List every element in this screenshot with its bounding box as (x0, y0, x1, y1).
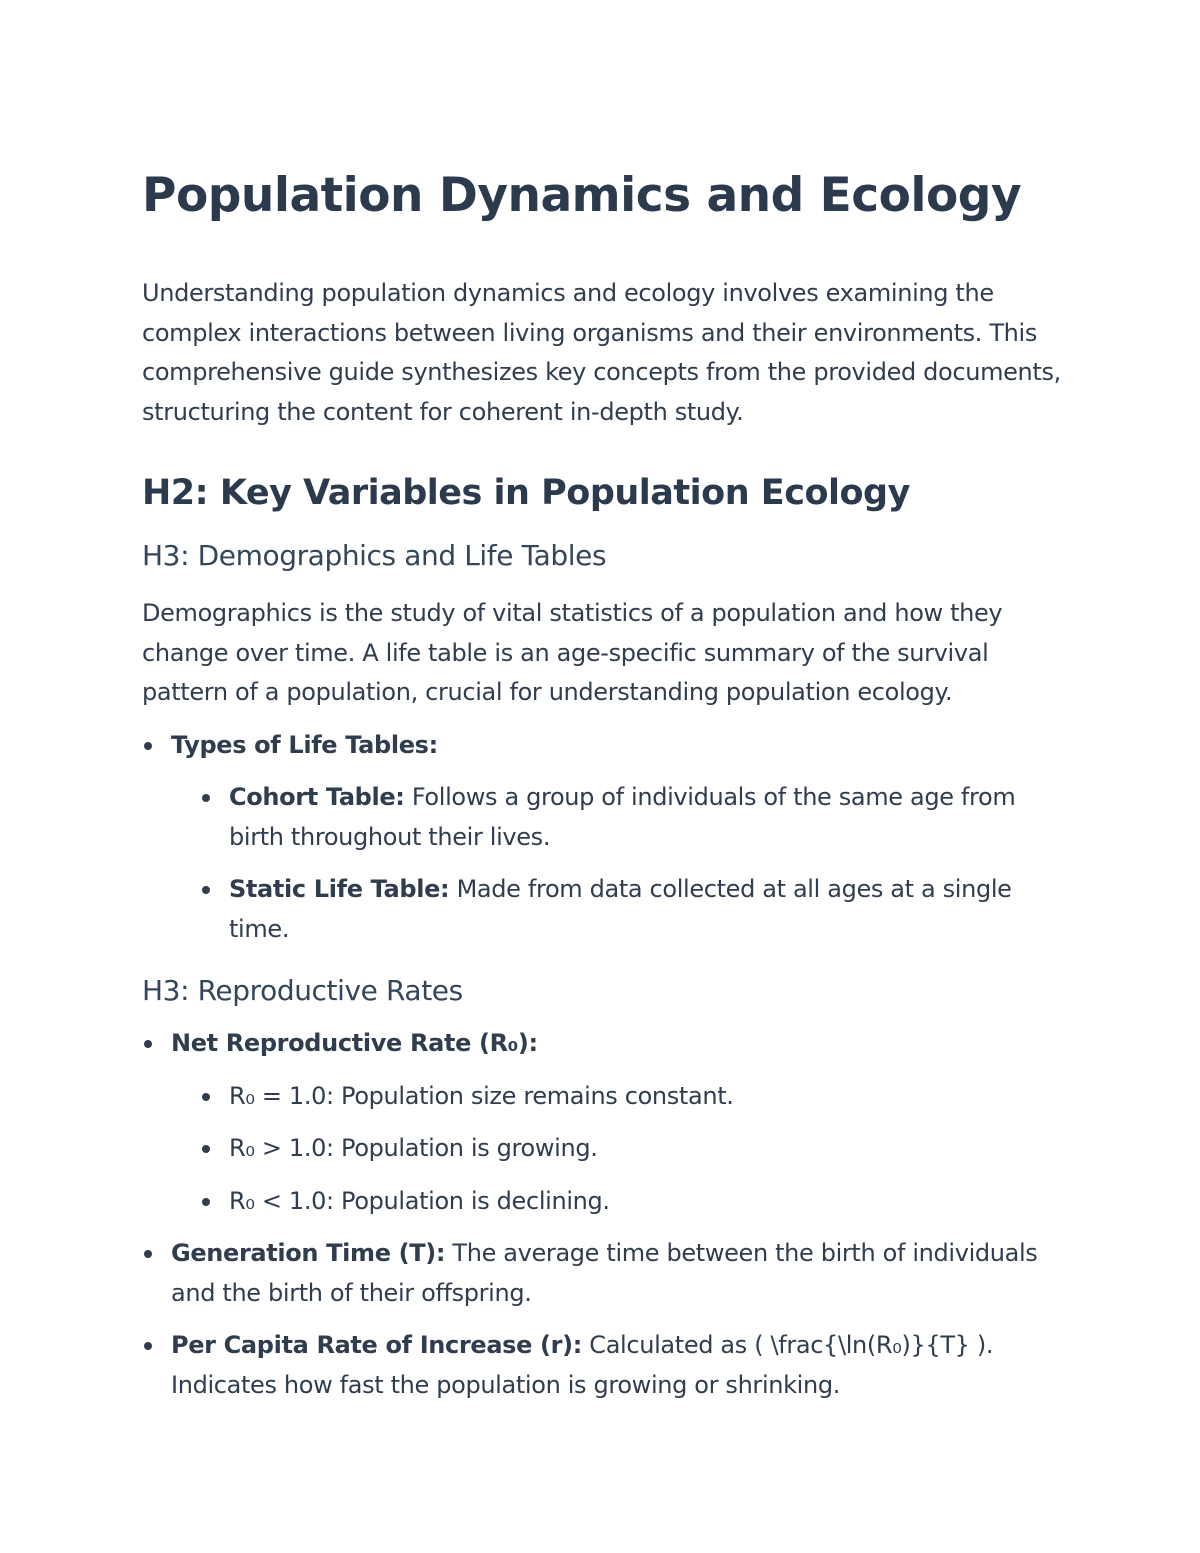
list-item-text: Calculated as ( \frac{\ln(R₀)}{T} ). Indicates how fast the population is growing or shrinking. (171, 1331, 994, 1399)
list-item-r0-greater (200, 1129, 1062, 1169)
subheading-reproductive-rates: H3: Reproductive Rates (142, 974, 463, 1007)
list-item-term: Cohort Table: (229, 783, 405, 811)
list-item-term: Generation Time (T): (171, 1239, 446, 1267)
subheading-demographics: H3: Demographics and Life Tables (142, 539, 607, 572)
life-tables-sublist (200, 778, 1062, 949)
intro-paragraph: Understanding population dynamics and ecology involves examining the complex interactions between living organisms and their environments. This comprehensive guide synthesizes key concepts from the provided documents, structuring the content for coherent in-depth study. (142, 279, 1061, 426)
bullet-icon (202, 794, 210, 802)
bullet-icon (202, 1145, 210, 1153)
demographics-paragraph: Demographics is the study of vital statistics of a population and how they change over time. A life table is an age-specific summary of the survival pattern of a population, crucial for understanding population ecology. (142, 599, 1003, 706)
list-item-net-reproductive-rate (142, 1024, 1062, 1221)
list-item-static-life-table (200, 870, 1062, 949)
list-item-generation-time (142, 1234, 1062, 1313)
list-item-term: Static Life Table: (229, 875, 450, 903)
reproductive-rates-list (142, 1024, 1062, 1405)
list-item-text: Made from data collected at all ages at a single time. (229, 875, 1012, 943)
document-content (142, 168, 1062, 1405)
list-item-types-of-life-tables (142, 726, 1062, 950)
section-heading-key-variables: H2: Key Variables in Population Ecology (142, 473, 910, 513)
list-item-text: The average time between the birth of individuals and the birth of their offspring. (171, 1239, 1038, 1307)
list-item-term: Per Capita Rate of Increase (r): (171, 1331, 583, 1359)
list-item-text: R₀ = 1.0: Population size remains constant. (229, 1081, 734, 1110)
bullet-icon (202, 886, 210, 894)
list-item-term: Types of Life Tables: (171, 730, 438, 759)
list-item-r0-less (200, 1182, 1062, 1222)
bullet-icon (202, 1093, 210, 1101)
bullet-icon (202, 1198, 210, 1206)
list-item-term: Net Reproductive Rate (R₀): (171, 1029, 538, 1057)
bullet-icon (144, 1342, 152, 1350)
list-item-cohort-table (200, 778, 1062, 857)
list-item-per-capita-rate (142, 1326, 1062, 1405)
bullet-icon (144, 1250, 152, 1258)
bullet-icon (144, 1040, 152, 1048)
life-tables-list (142, 726, 1062, 950)
list-item-text: Follows a group of individuals of the same age from birth throughout their lives. (229, 783, 1016, 851)
net-rate-sublist (200, 1077, 1062, 1222)
list-item-r0-equal (200, 1077, 1062, 1117)
list-item-text: R₀ < 1.0: Population is declining. (229, 1186, 610, 1215)
list-item-text: R₀ > 1.0: Population is growing. (229, 1134, 598, 1162)
page-title: Population Dynamics and Ecology (142, 168, 1022, 223)
bullet-icon (144, 742, 152, 750)
